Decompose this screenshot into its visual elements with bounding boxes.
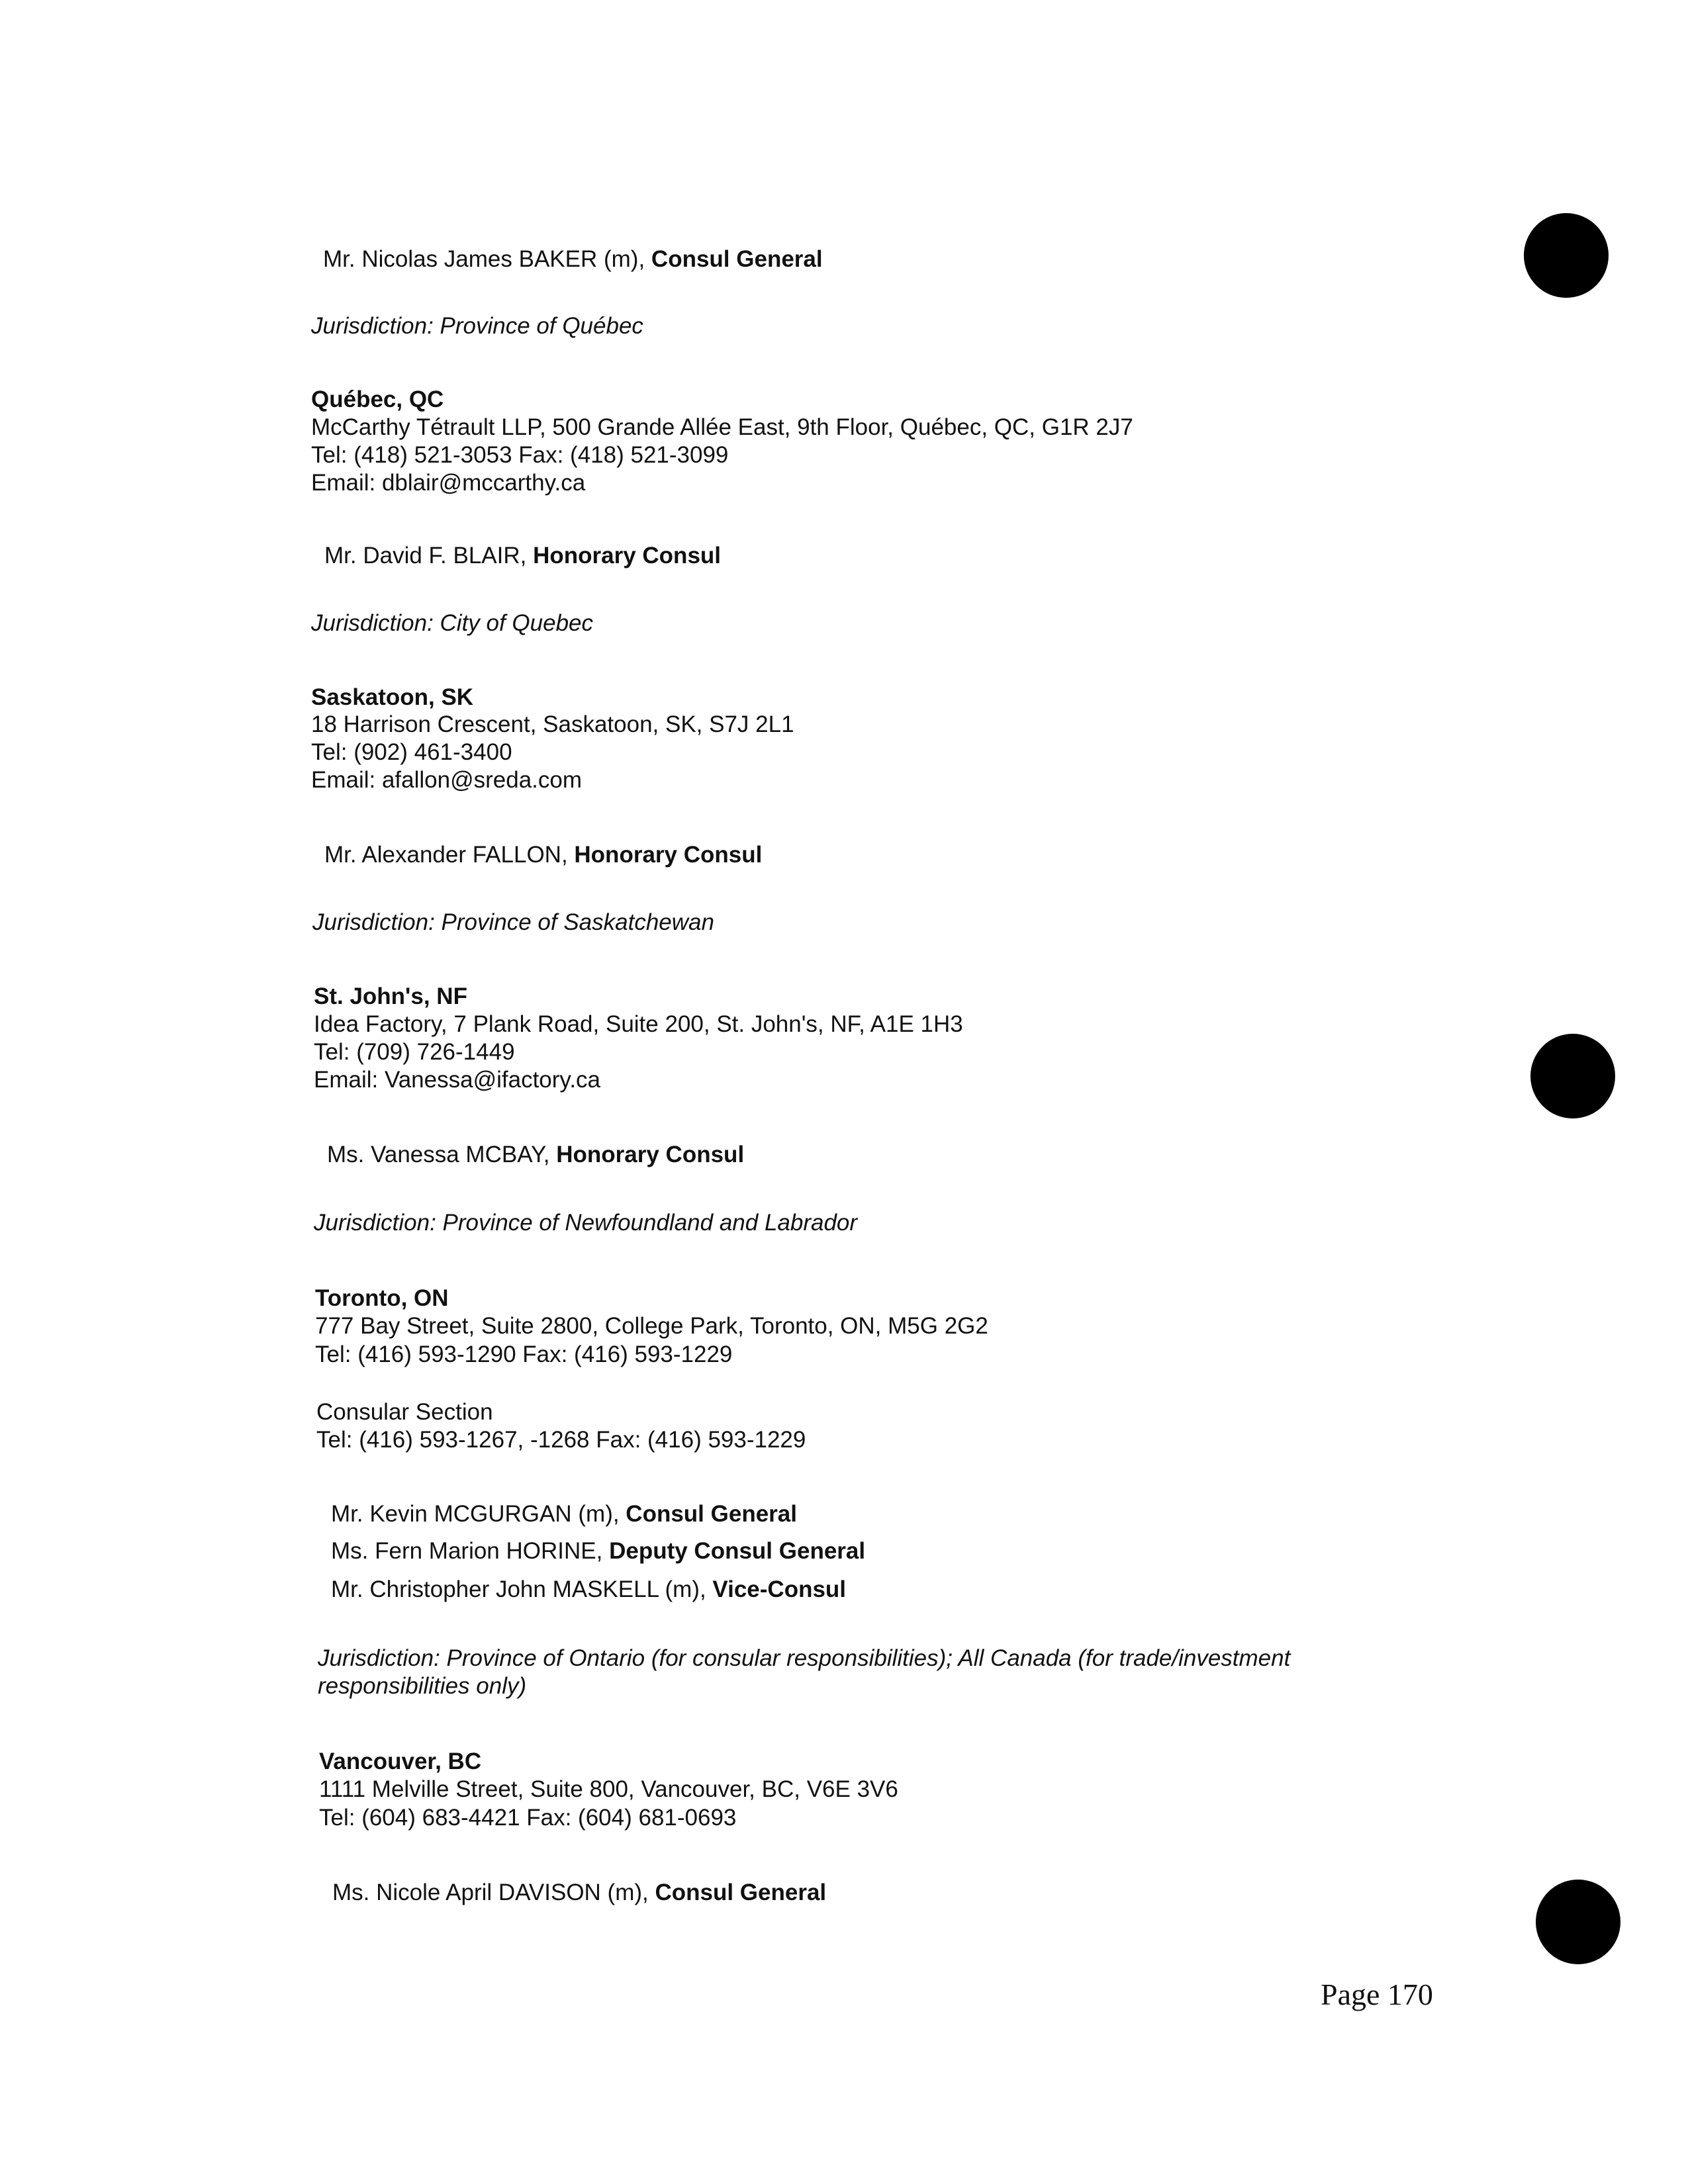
person-title: Honorary Consul (556, 1142, 745, 1167)
city-heading: Québec, QC (311, 387, 444, 412)
email: Email: Vanessa@ifactory.ca (314, 1067, 601, 1093)
address: 18 Harrison Crescent, Saskatoon, SK, S7J 2L1 (311, 711, 794, 737)
person-title: Deputy Consul General (609, 1538, 866, 1564)
jurisdiction: Jurisdiction: Province of Saskatchewan (312, 909, 714, 935)
city-heading: Vancouver, BC (319, 1749, 482, 1774)
jurisdiction: Jurisdiction: City of Quebec (311, 610, 594, 636)
telephone: Tel: (604) 683-4421 Fax: (604) 681-0693 (319, 1805, 737, 1831)
email: Email: afallon@sreda.com (311, 767, 583, 793)
person-line (324, 541, 721, 570)
punch-hole-middle (1530, 1034, 1615, 1118)
person-title: Consul General (651, 246, 823, 272)
person-name: Mr. Kevin MCGURGAN (m), (331, 1501, 626, 1527)
address: 777 Bay Street, Suite 2800, College Park, Toronto, ON, M5G 2G2 (315, 1313, 988, 1339)
telephone: Tel: (418) 521-3053 Fax: (418) 521-3099 (311, 442, 729, 468)
address: Idea Factory, 7 Plank Road, Suite 200, St. John's, NF, A1E 1H3 (314, 1011, 963, 1037)
person-title: Honorary Consul (533, 543, 722, 569)
telephone: Tel: (709) 726-1449 (314, 1039, 515, 1065)
person-line (332, 1878, 826, 1907)
person-line (331, 1537, 865, 1566)
jurisdiction-continued: responsibilities only) (318, 1673, 527, 1699)
person-line (331, 1575, 846, 1604)
person-name: Mr. Christopher John MASKELL (m), (331, 1576, 713, 1602)
telephone: Tel: (902) 461-3400 (311, 739, 512, 765)
city-heading: Saskatoon, SK (311, 684, 474, 710)
person-name: Ms. Nicole April DAVISON (m), (332, 1880, 655, 1905)
city-heading: Toronto, ON (315, 1285, 449, 1311)
punch-hole-top (1524, 213, 1609, 298)
email: Email: dblair@mccarthy.ca (311, 470, 586, 496)
address: McCarthy Tétrault LLP, 500 Grande Allée East, 9th Floor, Québec, QC, G1R 2J7 (311, 414, 1133, 440)
person-name: Ms. Fern Marion HORINE, (331, 1538, 610, 1564)
section-telephone: Tel: (416) 593-1267, -1268 Fax: (416) 593-1229 (316, 1427, 806, 1453)
person-name: Mr. Nicolas James BAKER (m), (323, 246, 651, 272)
telephone: Tel: (416) 593-1290 Fax: (416) 593-1229 (315, 1342, 733, 1367)
page-number: Page 170 (1321, 1978, 1433, 2011)
jurisdiction: Jurisdiction: Province of Newfoundland and Labrador (314, 1210, 858, 1236)
person-line (327, 1140, 744, 1169)
punch-hole-bottom (1536, 1880, 1620, 1964)
person-title: Honorary Consul (574, 842, 763, 868)
person-title: Vice-Consul (712, 1576, 847, 1602)
city-heading: St. John's, NF (314, 983, 467, 1009)
jurisdiction: Jurisdiction: Province of Québec (311, 313, 643, 339)
person-line (331, 1500, 797, 1529)
person-line (323, 245, 823, 274)
address: 1111 Melville Street, Suite 800, Vancouver, BC, V6E 3V6 (319, 1776, 898, 1802)
person-name: Mr. David F. BLAIR, (324, 543, 534, 569)
person-line (324, 841, 762, 870)
person-title: Consul General (655, 1880, 827, 1905)
jurisdiction: Jurisdiction: Province of Ontario (for consular responsibilities); All Canada (for trade/investment (318, 1645, 1291, 1671)
person-name: Mr. Alexander FALLON, (324, 842, 575, 868)
section-label: Consular Section (316, 1399, 493, 1425)
person-name: Ms. Vanessa MCBAY, (327, 1142, 557, 1167)
person-title: Consul General (626, 1501, 797, 1527)
